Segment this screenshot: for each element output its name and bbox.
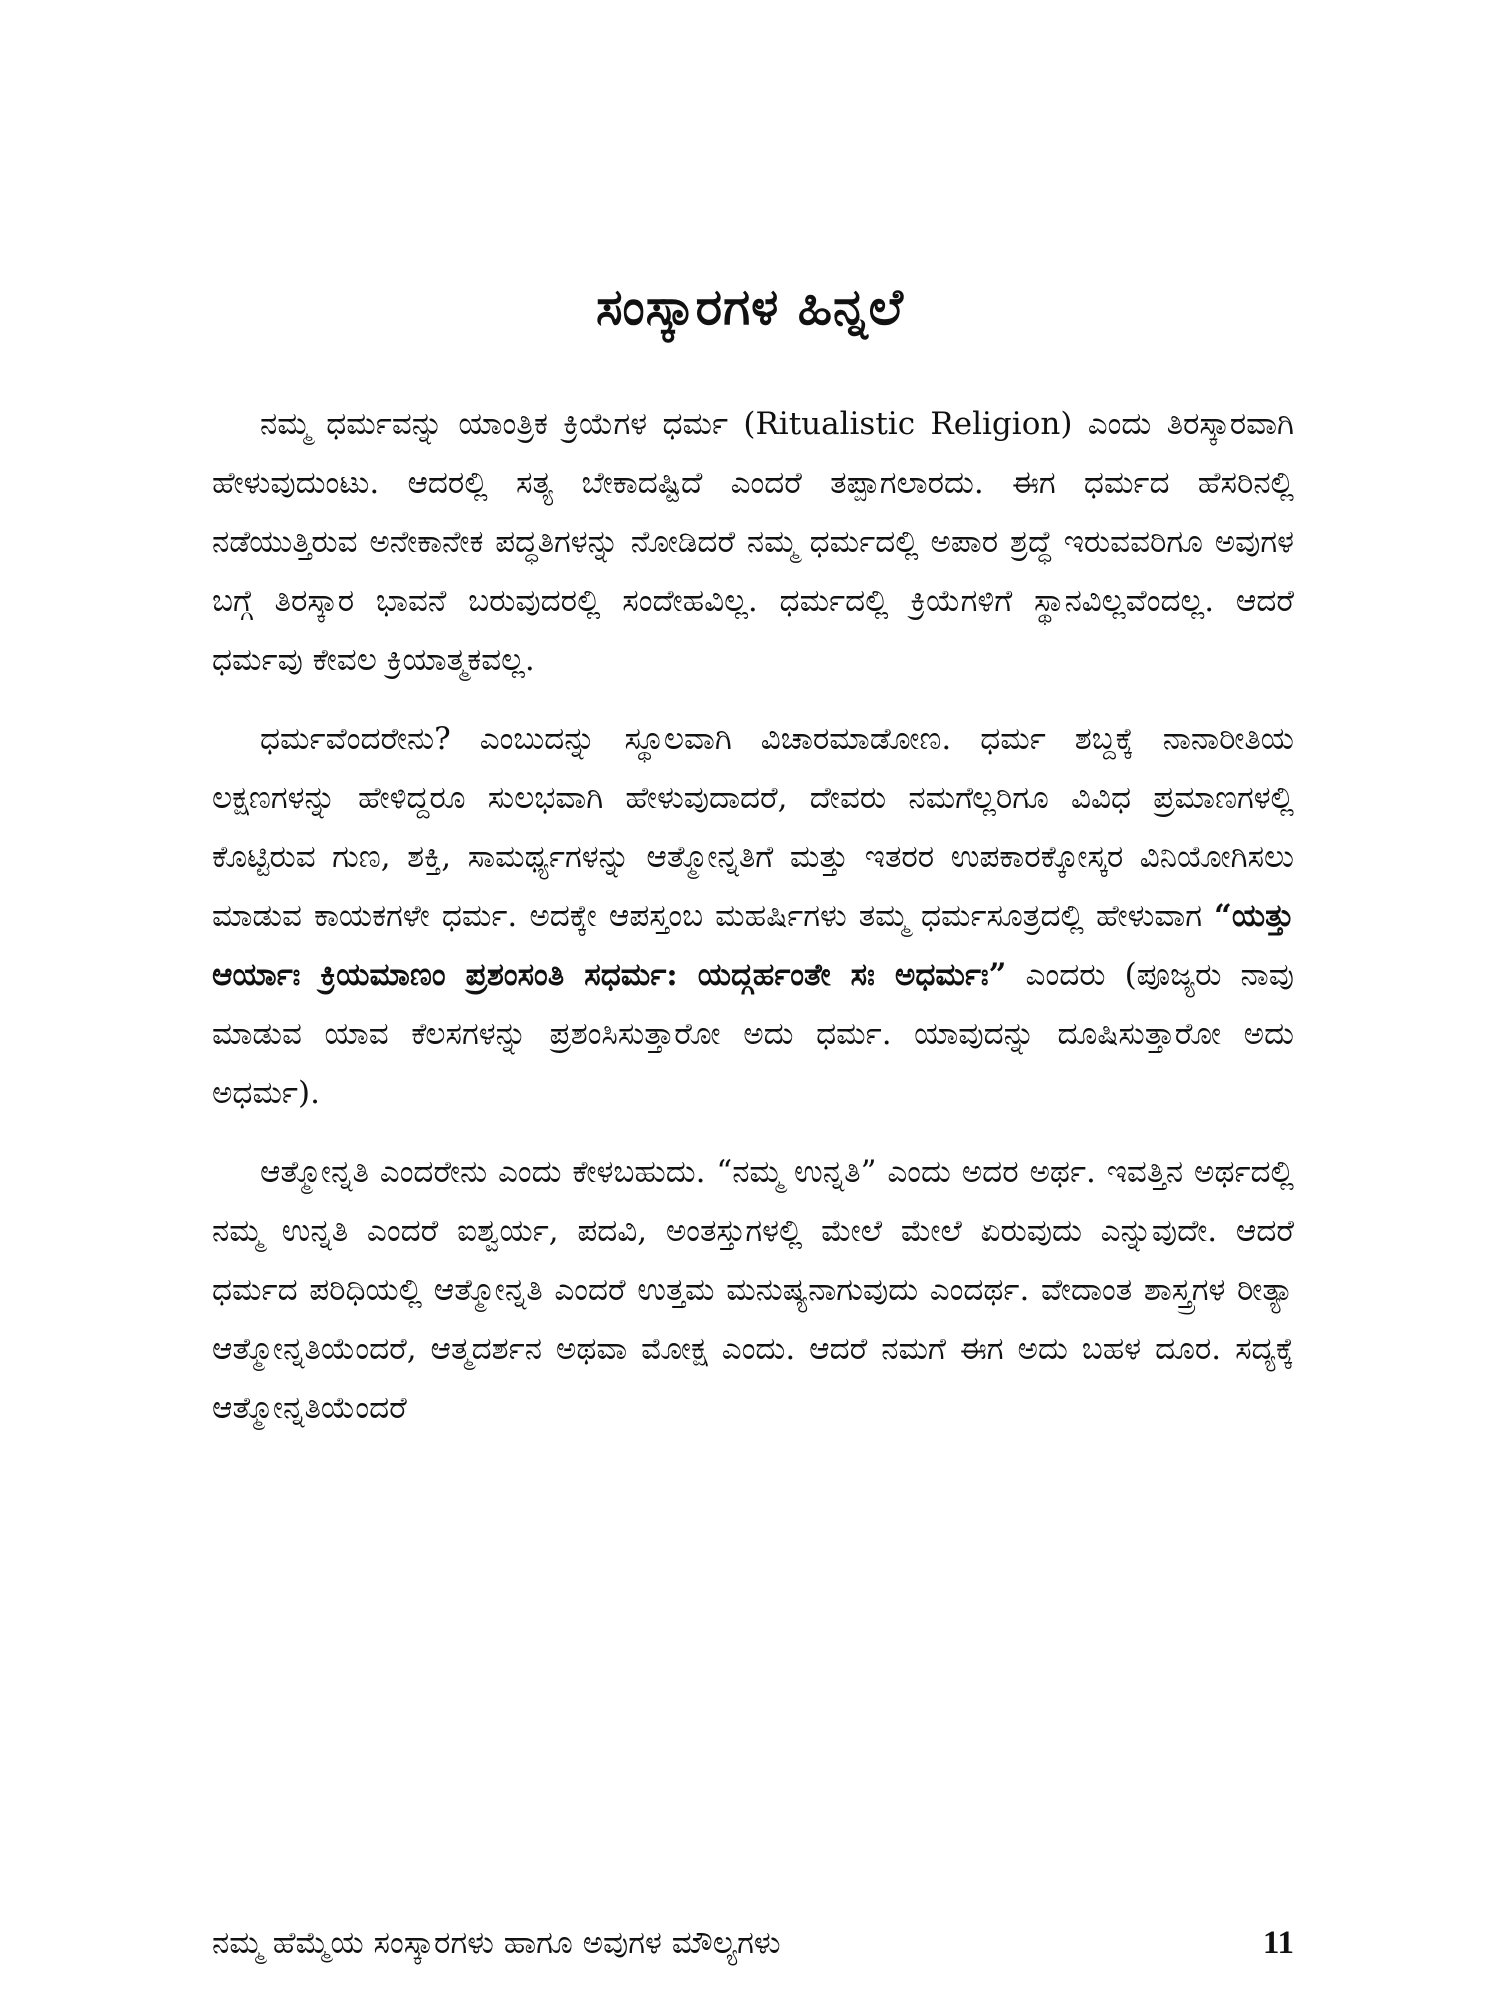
page-number: 11	[1262, 1925, 1294, 1961]
body-text	[212, 395, 1294, 1458]
sanskrit-quote: “ಯತ್ತು ಆರ್ಯಾಃ ಕ್ರಿಯಮಾಣಂ ಪ್ರಶಂಸಂತಿ ಸಧರ್ಮ: ಯದ್ಗರ್ಹಂತೇ ಸಃ ಅಧರ್ಮಃ”	[212, 898, 1294, 993]
paragraph-2	[212, 710, 1294, 1123]
page-footer	[212, 1918, 1294, 1968]
chapter-title: ಸಂಸ್ಕಾರಗಳ ಹಿನ್ನಲೆ	[595, 277, 904, 336]
paragraph-2-tail: ಎಂದರು (ಪೂಜ್ಯರು ನಾವು ಮಾಡುವ ಯಾವ ಕೆಲಸಗಳನ್ನು ಪ್ರಶಂಸಿಸುತ್ತಾರೋ ಅದು ಧರ್ಮ. ಯಾವುದನ್ನು ದೂಷಿಸುತ್ತಾರೋ ಅದು ಅಧರ್ಮ).	[212, 957, 1294, 1111]
paragraph-1: ನಮ್ಮ ಧರ್ಮವನ್ನು ಯಾಂತ್ರಿಕ ಕ್ರಿಯೆಗಳ ಧರ್ಮ (Ritualistic Religion) ಎಂದು ತಿರಸ್ಕಾರವಾಗಿ ಹೇಳುವುದುಂಟು. ಆದರಲ್ಲಿ ಸತ್ಯ ಬೇಕಾದಷ್ಟಿದೆ ಎಂದರೆ ತಪ್ಪಾಗಲಾರದು. ಈಗ ಧರ್ಮದ ಹೆಸರಿನಲ್ಲಿ ನಡೆಯುತ್ತಿರುವ ಅನೇಕಾನೇಕ ಪದ್ಧತಿಗಳನ್ನು ನೋಡಿದರೆ ನಮ್ಮ ಧರ್ಮದಲ್ಲಿ ಅಪಾರ ಶ್ರದ್ಧೆ ಇರುವವರಿಗೂ ಅವುಗಳ ಬಗ್ಗೆ ತಿರಸ್ಕಾರ ಭಾವನೆ ಬರುವುದರಲ್ಲಿ ಸಂದೇಹವಿಲ್ಲ. ಧರ್ಮದಲ್ಲಿ ಕ್ರಿಯೆಗಳಿಗೆ ಸ್ಥಾನವಿಲ್ಲವೆಂದಲ್ಲ. ಆದರೆ ಧರ್ಮವು ಕೇವಲ ಕ್ರಿಯಾತ್ಮಕವಲ್ಲ.	[212, 406, 1294, 678]
paragraph-2-lead: ಧರ್ಮವೆಂದರೇನು? ಎಂಬುದನ್ನು ಸ್ಥೂಲವಾಗಿ ವಿಚಾರಮಾಡೋಣ. ಧರ್ಮ ಶಬ್ದಕ್ಕೆ ನಾನಾರೀತಿಯ ಲಕ್ಷಣಗಳನ್ನು ಹೇಳಿದ್ದರೂ ಸುಲಭವಾಗಿ ಹೇಳುವುದಾದರೆ, ದೇವರು ನಮಗೆಲ್ಲರಿಗೂ ವಿವಿಧ ಪ್ರಮಾಣಗಳಲ್ಲಿ ಕೊಟ್ಟಿರುವ ಗುಣ, ಶಕ್ತಿ, ಸಾಮರ್ಥ್ಯಗಳನ್ನು ಆತ್ಮೋನ್ನತಿಗೆ ಮತ್ತು ಇತರರ ಉಪಕಾರಕ್ಕೋಸ್ಕರ ವಿನಿಯೋಗಿಸಲು ಮಾಡುವ ಕಾಯಕಗಳೇ ಧರ್ಮ. ಅದಕ್ಕೇ ಆಪಸ್ತಂಬ ಮಹರ್ಷಿಗಳು ತಮ್ಮ ಧರ್ಮಸೂತ್ರದಲ್ಲಿ ಹೇಳುವಾಗ	[212, 721, 1294, 934]
paragraph-3: ಆತ್ಮೋನ್ನತಿ ಎಂದರೇನು ಎಂದು ಕೇಳಬಹುದು. “ನಮ್ಮ ಉನ್ನತಿ” ಎಂದು ಅದರ ಅರ್ಥ. ಇವತ್ತಿನ ಅರ್ಥದಲ್ಲಿ ನಮ್ಮ ಉನ್ನತಿ ಎಂದರೆ ಐಶ್ವರ್ಯ, ಪದವಿ, ಅಂತಸ್ತುಗಳಲ್ಲಿ ಮೇಲೆ ಮೇಲೆ ಏರುವುದು ಎನ್ನುವುದೇ. ಆದರೆ ಧರ್ಮದ ಪರಿಧಿಯಲ್ಲಿ ಆತ್ಮೋನ್ನತಿ ಎಂದರೆ ಉತ್ತಮ ಮನುಷ್ಯನಾಗುವುದು ಎಂದರ್ಥ. ವೇದಾಂತ ಶಾಸ್ತ್ರಗಳ ರೀತ್ಯಾ ಆತ್ಮೋನ್ನತಿಯೆಂದರೆ, ಆತ್ಮದರ್ಶನ ಅಥವಾ ಮೋಕ್ಷ ಎಂದು. ಆದರೆ ನಮಗೆ ಈಗ ಅದು ಬಹಳ ದೂರ. ಸದ್ಯಕ್ಕೆ ಆತ್ಮೋನ್ನತಿಯೆಂದರೆ	[212, 1154, 1294, 1426]
book-title: ನಮ್ಮ ಹೆಮ್ಮೆಯ ಸಂಸ್ಕಾರಗಳು ಹಾಗೂ ಅವುಗಳ ಮೌಲ್ಯಗಳು	[212, 1925, 781, 1961]
